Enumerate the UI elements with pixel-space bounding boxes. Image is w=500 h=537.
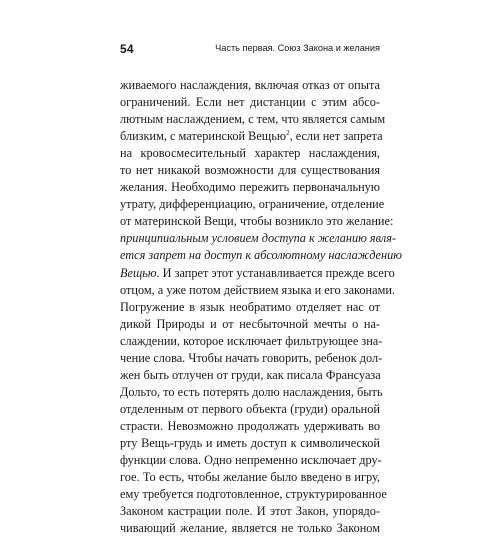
text-line <box>120 94 380 111</box>
footnote-marker: 2 <box>286 129 290 138</box>
text-line <box>120 367 380 384</box>
text-line <box>120 77 380 94</box>
text-line <box>120 469 380 486</box>
text-line-content: Погружение в язык необратимо отделяет нас от <box>120 299 380 314</box>
text-line-content: на кровосмесительный характер наслаждения, <box>120 146 380 161</box>
text-line <box>120 162 380 179</box>
text-line-content: рту Вещь-грудь и иметь доступ к символической <box>120 435 380 450</box>
page-number: 54 <box>120 42 134 56</box>
text-line-content: страсти. Невозможно продолжать удерживать во <box>120 418 380 433</box>
text-line-content: Дольто, то есть потерять долю наслаждения, быть <box>120 384 383 399</box>
text-line-continuation: , если нет запрета <box>289 129 383 144</box>
text-line <box>120 179 380 196</box>
text-line-content: отцом, а уже потом действием языка и его законами. <box>120 282 396 297</box>
text-line <box>120 452 380 469</box>
running-title: Часть первая. Союз Закона и желания <box>215 43 380 53</box>
text-line-content: близким, с материнской Вещью <box>120 129 287 144</box>
text-line-content: живаемого наслаждения, включая отказ от опыта <box>120 78 380 92</box>
text-line-content: дикой Природы и от несбыточной мечты о на- <box>120 316 380 331</box>
text-line-content: функции слова. Одно непременно исключает дру- <box>120 453 382 468</box>
text-line <box>120 435 380 452</box>
text-line <box>120 247 402 264</box>
text-line <box>120 316 380 333</box>
text-line <box>120 265 395 282</box>
text-line-content: чение слова. Чтобы начать говорить, ребенок дол- <box>120 350 383 365</box>
page-header <box>120 42 380 58</box>
text-line <box>120 128 383 145</box>
text-line-content: желания. Необходимо пережить первоначальную <box>120 180 380 195</box>
text-line <box>120 299 380 316</box>
text-line-content: ему требуется подготовленное, структурированное <box>120 487 387 502</box>
text-line-content: утрату, дифференциацию, ограничение, отделение <box>120 197 385 212</box>
text-line <box>120 282 396 299</box>
text-line-content: отделенным от первого объекта (груди) оральной <box>120 401 380 416</box>
text-line-content: лютным наслаждением, с тем, что является самым <box>120 112 386 127</box>
text-line <box>120 350 383 367</box>
text-line-content: ограничений. Если нет дистанции с этим абсо- <box>120 95 380 110</box>
text-line-continuation: . И запрет этот устанавливается прежде всего <box>156 265 395 280</box>
text-line <box>120 486 387 503</box>
text-line-content: Законом кастрации поле. И этот Закон, упорядо- <box>120 504 380 519</box>
text-line-content: гое. То есть, чтобы желание было введено в игру, <box>120 470 380 485</box>
text-line <box>120 111 386 128</box>
text-line-content: принципиальным условием доступа к желанию явля- <box>120 231 397 246</box>
body-text <box>120 77 402 537</box>
text-line <box>120 503 380 520</box>
text-line <box>120 145 380 162</box>
text-line <box>120 230 397 247</box>
text-line-content: Вещью <box>120 265 157 280</box>
text-line-content: то нет никакой возможности для существования <box>120 163 380 178</box>
text-line <box>120 418 380 435</box>
text-line <box>120 520 380 537</box>
text-line-content: слаждении, которое исключает фильтрующее зна- <box>120 333 383 348</box>
text-line-content: ется запрет на доступ к абсолютному наслаждению <box>120 248 402 263</box>
text-line-content: чивающий желание, является не только Законом <box>120 521 380 536</box>
text-line <box>120 196 385 213</box>
text-line-content: от материнской Вещи, чтобы возникло это желание: <box>120 214 394 229</box>
text-line <box>120 401 380 418</box>
text-line <box>120 213 394 230</box>
text-line <box>120 384 383 401</box>
text-line <box>120 333 383 350</box>
text-line-content: жен быть отлучен от груди, как писала Франсуаза <box>120 367 381 382</box>
